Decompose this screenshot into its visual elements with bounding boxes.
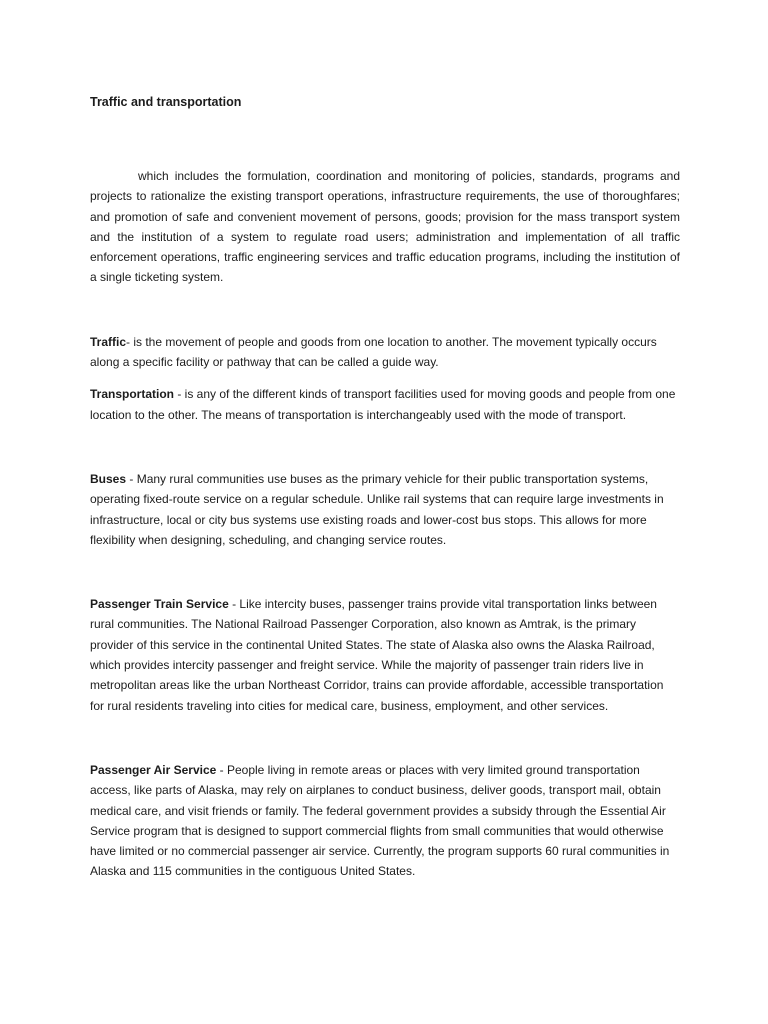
definition-text: - is the movement of people and goods from one location to another. The movement typically occurs along a specific facility or pathway that can be called a guide way. bbox=[90, 334, 657, 370]
definition-term: Passenger Train Service bbox=[90, 597, 229, 612]
definition-text: - Like intercity buses, passenger trains provide vital transportation links between rural communities. The National Railroad Passenger Corporation, also known as Amtrak, is the primary provider of this service in the continental United States. The state of Alaska also owns the Alaska Railroad, which provides intercity passenger and freight service. While the majority of passenger train riders live in metropolitan areas like the urban Northeast Corridor, trains can provide affordable, accessible transportation for rural residents traveling into cities for medical care, business, employment, and other services. bbox=[90, 597, 664, 713]
definition-term: Traffic bbox=[90, 334, 127, 349]
definition-traffic bbox=[90, 332, 680, 373]
definition-passenger-air-service bbox=[90, 760, 680, 882]
definition-transportation bbox=[90, 384, 680, 425]
definition-term: Buses bbox=[90, 471, 127, 486]
document-title: Traffic and transportation bbox=[90, 95, 242, 109]
definition-text: - People living in remote areas or places with very limited ground transportation access, like parts of Alaska, may rely on airplanes to conduct business, deliver goods, transport mail, obtain medical care, and visit friends or family. The federal government provides a subsidy through the Essential Air Service program that is designed to support commercial flights from small communities that would otherwise have limited or no commercial passenger air service. Currently, the program supports 60 rural communities in Alaska and 115 communities in the contiguous United States. bbox=[90, 762, 670, 879]
intro-paragraph: which includes the formulation, coordination and monitoring of policies, standards, programs and projects to rationalize the existing transport operations, infrastructure requirements, the use of thoroughfares; and promotion of safe and convenient movement of persons, goods; provision for the mass transport system and the institution of a system to regulate road users; administration and implementation of all traffic enforcement operations, traffic engineering services and traffic education programs, including the institution of a single ticketing system. bbox=[90, 169, 680, 285]
definition-buses bbox=[90, 469, 680, 550]
definition-term: Transportation bbox=[90, 387, 175, 402]
definition-text: - is any of the different kinds of transport facilities used for moving goods and people from one location to the other. The means of transportation is interchangeably used with the mode of transport. bbox=[90, 387, 676, 422]
definition-passenger-train-service bbox=[90, 594, 680, 716]
definition-term: Passenger Air Service bbox=[90, 762, 217, 777]
definition-text: - Many rural communities use buses as the primary vehicle for their public transportation systems, operating fixed-route service on a regular schedule. Unlike rail systems that can require large investments in infrastructure, local or city bus systems use existing roads and lower-cost bus stops. This allows for more flexibility when designing, scheduling, and changing service routes. bbox=[90, 471, 664, 547]
